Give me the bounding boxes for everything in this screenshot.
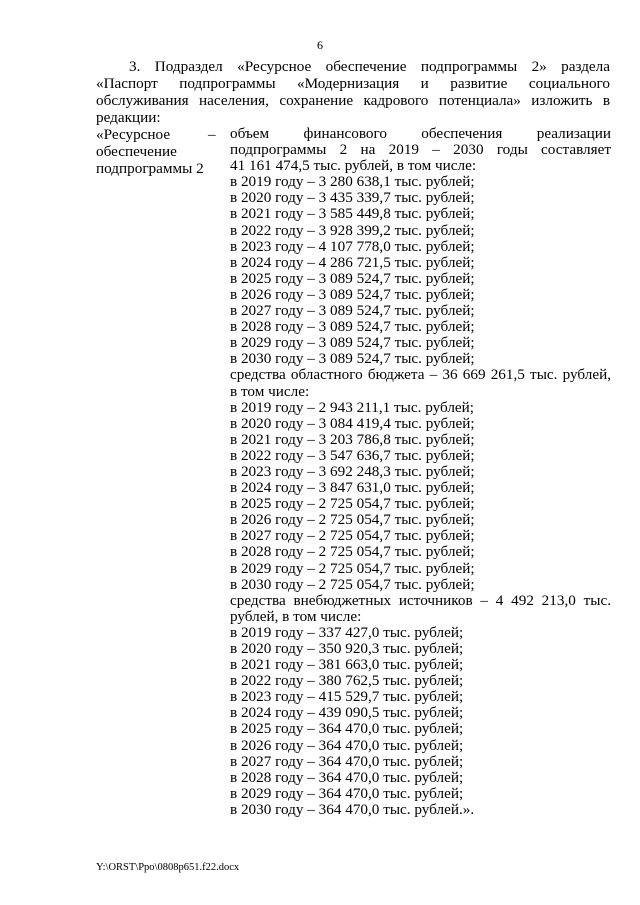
total-year-item: в 2025 году – 3 089 524,7 тыс. рублей; xyxy=(230,269,475,287)
total-year-item: в 2024 году – 4 286 721,5 тыс. рублей; xyxy=(230,253,475,271)
extrabudget-year-item: в 2019 году – 337 427,0 тыс. рублей; xyxy=(230,623,464,641)
extrabudget-year-item: в 2020 году – 350 920,3 тыс. рублей; xyxy=(230,640,464,657)
regional-year-item: в 2028 году – 2 725 054,7 тыс. рублей; xyxy=(230,543,475,561)
resource-label xyxy=(96,126,202,177)
intro-paragraph xyxy=(96,58,610,126)
resource-label-line: подпрограммы 2 xyxy=(96,160,204,177)
page-number: 6 xyxy=(317,38,323,52)
regional-year-item: в 2025 году – 2 725 054,7 тыс. рублей; xyxy=(230,495,475,513)
extrabudget-year-item: в 2024 году – 439 090,5 тыс. рублей; xyxy=(230,704,464,722)
resource-label-line: «Ресурсное xyxy=(96,126,171,143)
intro-text: 3. Подраздел «Ресурсное обеспечение подпрограммы 2» раздела «Паспорт подпрограммы «Модернизация и развитие социального обслуживания населения, сохранение кадрового потенциала» изложить в редакции: xyxy=(96,58,610,126)
total-year-item: в 2021 году – 3 585 449,8 тыс. рублей; xyxy=(230,205,475,223)
total-years-list xyxy=(230,174,611,367)
label-dash: – xyxy=(208,126,216,143)
regional-year-item: в 2022 году – 3 547 636,7 тыс. рублей; xyxy=(230,446,475,464)
total-year-item: в 2030 году – 3 089 524,7 тыс. рублей; xyxy=(230,350,475,368)
extrabudget-year-item: в 2021 году – 381 663,0 тыс. рублей; xyxy=(230,656,464,674)
total-year-item: в 2022 году – 3 928 399,2 тыс. рублей; xyxy=(230,221,475,239)
regional-year-item: в 2019 году – 2 943 211,1 тыс. рублей; xyxy=(230,398,475,416)
total-year-item: в 2026 году – 3 089 524,7 тыс. рублей; xyxy=(230,285,475,303)
total-heading-line: подпрограммы 2 на 2019 – 2030 годы составляет xyxy=(230,141,611,159)
extrabudget-heading-line: рублей, в том числе: xyxy=(230,607,362,625)
total-year-item: в 2020 году – 3 435 339,7 тыс. рублей; xyxy=(230,189,475,207)
extrabudget-year-item: в 2030 году – 364 470,0 тыс. рублей.». xyxy=(230,800,475,818)
total-heading-line: объем финансового обеспечения реализации xyxy=(230,125,611,142)
resource-content xyxy=(230,126,611,818)
total-year-item: в 2019 году – 3 280 638,1 тыс. рублей; xyxy=(230,173,475,191)
extrabudget-years-list xyxy=(230,625,611,818)
file-path-footer: Y:\ORST\Ppo\0808p651.f22.docx xyxy=(96,862,240,873)
extrabudget-heading-line: средства внебюджетных источников – 4 492 213,0 тыс. xyxy=(230,591,611,609)
regional-year-item: в 2030 году – 2 725 054,7 тыс. рублей; xyxy=(230,575,475,593)
extrabudget-year-item: в 2023 году – 415 529,7 тыс. рублей; xyxy=(230,688,464,706)
regional-year-item: в 2026 году – 2 725 054,7 тыс. рублей; xyxy=(230,511,475,529)
extrabudget-year-item: в 2027 году – 364 470,0 тыс. рублей; xyxy=(230,752,464,770)
total-year-item: в 2027 году – 3 089 524,7 тыс. рублей; xyxy=(230,302,475,320)
regional-year-item: в 2021 году – 3 203 786,8 тыс. рублей; xyxy=(230,430,475,448)
regional-years-list xyxy=(230,400,611,593)
regional-year-item: в 2029 году – 2 725 054,7 тыс. рублей; xyxy=(230,559,475,577)
total-year-item: в 2028 году – 3 089 524,7 тыс. рублей; xyxy=(230,318,475,336)
extrabudget-year-item: в 2022 году – 380 762,5 тыс. рублей; xyxy=(230,672,464,690)
total-year-item: в 2023 году – 4 107 778,0 тыс. рублей; xyxy=(230,237,475,255)
regional-year-item: в 2020 году – 3 084 419,4 тыс. рублей; xyxy=(230,414,475,432)
extrabudget-year-item: в 2025 году – 364 470,0 тыс. рублей; xyxy=(230,720,464,738)
extrabudget-year-item: в 2026 году – 364 470,0 тыс. рублей; xyxy=(230,736,464,754)
regional-heading-line: в том числе: xyxy=(230,382,310,400)
extrabudget-year-item: в 2029 году – 364 470,0 тыс. рублей; xyxy=(230,784,464,802)
regional-heading-line: средства областного бюджета – 36 669 261,5 тыс. рублей, xyxy=(230,366,611,384)
resource-label-line: обеспечение xyxy=(96,143,177,160)
regional-year-item: в 2027 году – 2 725 054,7 тыс. рублей; xyxy=(230,527,475,545)
extrabudget-year-item: в 2028 году – 364 470,0 тыс. рублей; xyxy=(230,768,464,786)
total-heading-line: 41 161 474,5 тыс. рублей, в том числе: xyxy=(230,157,477,175)
regional-year-item: в 2023 году – 3 692 248,3 тыс. рублей; xyxy=(230,462,475,480)
total-year-item: в 2029 году – 3 089 524,7 тыс. рублей; xyxy=(230,334,475,352)
regional-year-item: в 2024 году – 3 847 631,0 тыс. рублей; xyxy=(230,479,475,497)
